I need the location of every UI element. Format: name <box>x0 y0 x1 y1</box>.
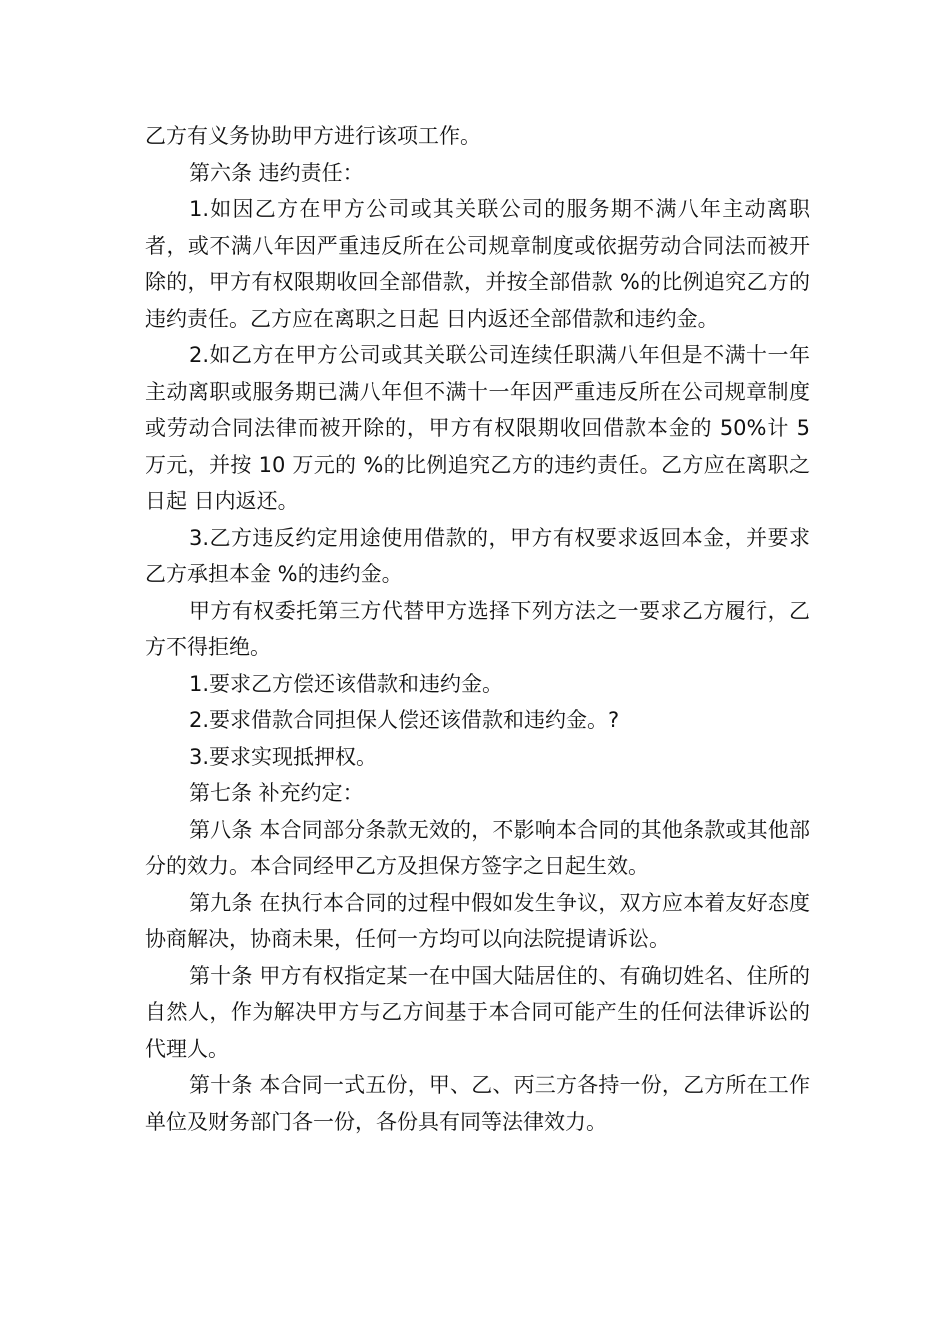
article-10-copies: 第十条 本合同一式五份，甲、乙、丙三方各持一份，乙方所在工作单位及财务部门各一份，各份具有同等法律效力。 <box>145 1073 810 1134</box>
article-7-heading: 第七条 补充约定： <box>189 781 364 805</box>
remedies-intro: 甲方有权委托第三方代替甲方选择下列方法之一要求乙方履行，乙方不得拒绝。 <box>145 598 810 659</box>
remedy-2: 2.要求借款合同担保人偿还该借款和违约金。? <box>189 708 620 732</box>
article-8: 第八条 本合同部分条款无效的，不影响本合同的其他条款或其他部分的效力。本合同经甲乙方及担保方签字之日起生效。 <box>145 817 810 878</box>
article-9: 第九条 在执行本合同的过程中假如发生争议，双方应本着友好态度协商解决，协商未果，任何一方均可以向法院提请诉讼。 <box>145 890 810 951</box>
article-10-agent: 第十条 甲方有权指定某一在中国大陆居住的、有确切姓名、住所的自然人，作为解决甲方与乙方间基于本合同可能产生的任何法律诉讼的代理人。 <box>145 963 810 1061</box>
paragraph-continuation: 乙方有义务协助甲方进行该项工作。 <box>145 124 481 148</box>
remedy-3: 3.要求实现抵押权。 <box>189 744 378 769</box>
document-body <box>145 118 810 1140</box>
article-6-clause-3: 3.乙方违反约定用途使用借款的，甲方有权要求返回本金，并要求乙方承担本金 %的违约金。 <box>145 525 810 586</box>
article-6-clause-1: 1.如因乙方在甲方公司或其关联公司的服务期不满八年主动离职者，或不满八年因严重违反所在公司规章制度或依据劳动合同法而被开除的，甲方有权限期收回全部借款，并按全部借款 %的比例追究乙方的违约责任。乙方应在离职之日起 日内返还全部借款和违约金。 <box>145 197 810 331</box>
remedy-1: 1.要求乙方偿还该借款和违约金。 <box>189 671 504 696</box>
article-6-heading: 第六条 违约责任： <box>189 160 364 185</box>
article-6-clause-2: 2.如乙方在甲方公司或其关联公司连续任职满八年但是不满十一年主动离职或服务期已满八年但不满十一年因严重违反所在公司规章制度或劳动合同法律而被开除的，甲方有权限期收回借款本金的 50%计 5 万元，并按 10 万元的 %的比例追究乙方的违约责任。乙方应在离职之日起 日内返还。 <box>145 343 810 513</box>
